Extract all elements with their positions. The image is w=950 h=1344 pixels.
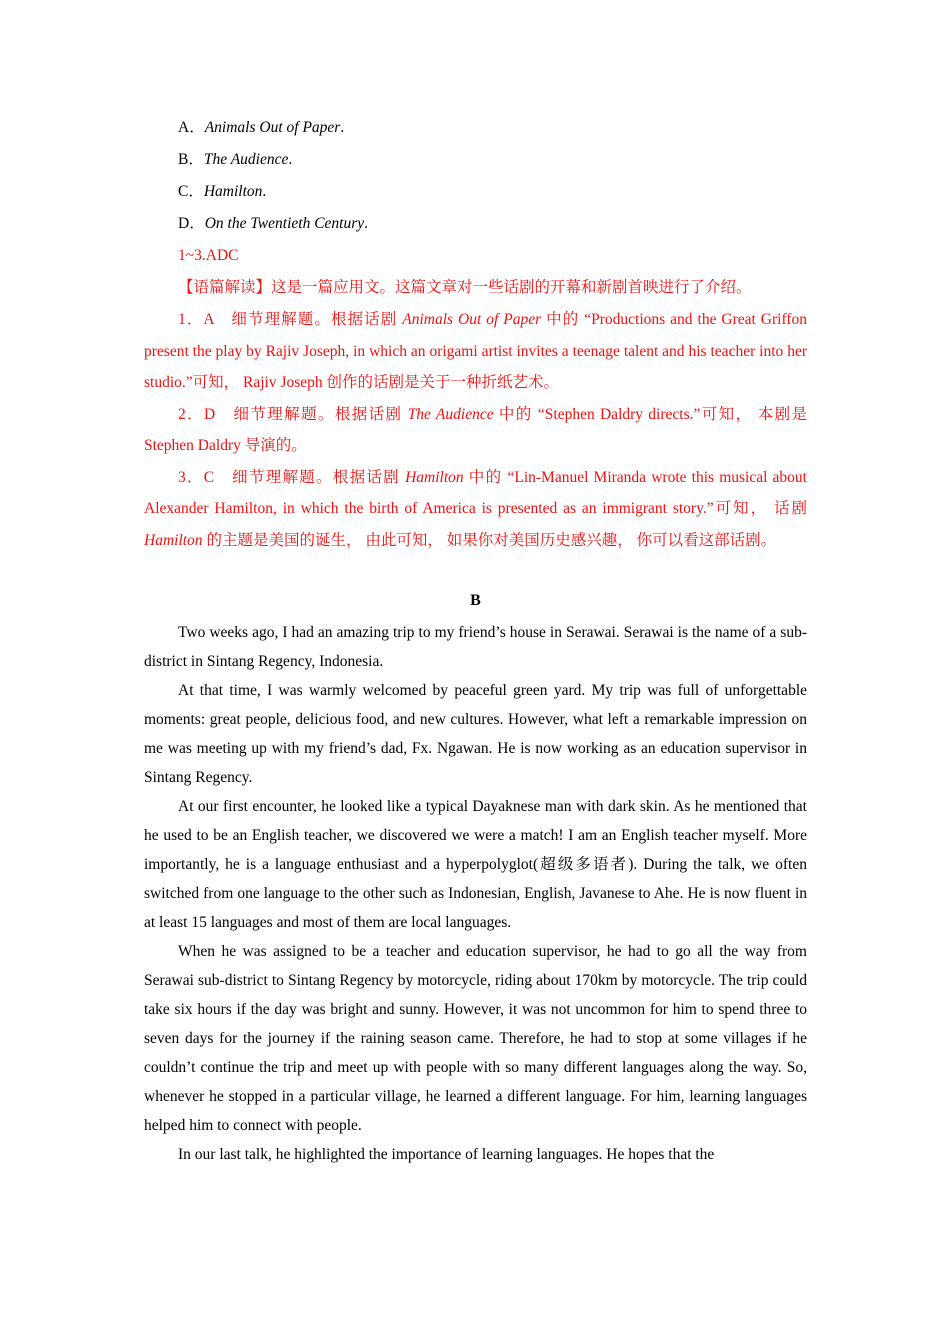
option-letter: B．	[178, 151, 204, 168]
option-letter: C．	[178, 183, 204, 200]
play-title: Hamilton	[144, 531, 203, 549]
story-paragraph-4: When he was assigned to be a teacher and education supervisor, he had to go all the way from Serawai sub-district to Sintang Regency by motorcycle, riding about 170km by motorcycle. The trip could take six hours if the day was bright and sunny. However, it was not uncommon for him to spend three to seven days for the journey if the raining season came. Therefore, he had to stop at some villages if he couldn’t continue the trip and meet up with people with so many different languages along the way. So, whenever he stopped in a particular village, he learned a different language. For him, learning languages helped him to connect with people.	[144, 943, 807, 1134]
story-paragraph-5: In our last talk, he highlighted the importance of learning languages. He hopes that the	[178, 1146, 715, 1163]
option-suffix: .	[288, 151, 293, 168]
answer-line: 1~3.ADC	[178, 247, 239, 264]
story-paragraph-2: At that time, I was warmly welcomed by peaceful green yard. My trip was full of unforgettable moments: great people, delicious food, and new cultures. However, what left a remarkable impression on me was meeting up with my friend’s dad, Fx. Ngawan. He is now working as an education supervisor in Sintang Regency.	[144, 682, 807, 786]
option-c	[144, 176, 807, 208]
story-paragraph-1: Two weeks ago, I had an amazing trip to my friend’s house in Serawai. Serawai is the name of a sub-district in Sintang Regency, Indonesia.	[144, 624, 807, 670]
content-column	[144, 112, 807, 1169]
option-title: Animals Out of Paper	[204, 119, 341, 136]
play-title: Hamilton	[405, 468, 464, 486]
play-title: Animals Out of Paper	[402, 311, 542, 328]
explanation-prefix: 2．D 细节理解题。根据话剧	[178, 405, 408, 423]
option-d	[144, 208, 807, 240]
explanation-text: 中的 “Productions and the Great Griffon present the play by Rajiv Joseph, in which an origami artist invites a teenage talent and his teacher into her studio.”可知， Rajiv Joseph 创作的话剧是关于一种折纸艺术。	[144, 311, 807, 391]
option-title: On the Twentieth Century	[204, 215, 365, 232]
story-paragraph-3: At our first encounter, he looked like a typical Dayaknese man with dark skin. As he mentioned that he used to be an English teacher, we discovered we were a match! I am an English teacher myself. More importantly, he is a language enthusiast and a hyperpolyglot(超级多语者). During the talk, we often switched from one language to the other such as Indonesian, English, Javanese to Ahe. He is now fluent in at least 15 languages and most of them are local languages.	[144, 798, 807, 931]
option-b	[144, 144, 807, 176]
section-heading: B	[470, 592, 481, 609]
option-suffix: .	[262, 183, 267, 200]
explanation-text: 的主题是美国的诞生， 由此可知， 如果你对美国历史感兴趣， 你可以看这部话剧。	[202, 531, 777, 549]
option-letter: D．	[178, 215, 205, 232]
explanation-text: 中的 “Lin-Manuel Miranda wrote this musical about Alexander Hamilton, in which the birth of America is presented as an immigrant story.”可知， 话剧	[144, 468, 807, 517]
explanation-text: 中的 “Stephen Daldry directs.”可知， 本剧是 Stephen Daldry 导演的。	[144, 405, 807, 454]
explanation-prefix: 3．C 细节理解题。根据话剧	[178, 468, 406, 486]
option-a	[144, 112, 807, 144]
explanation-prefix: 1．A 细节理解题。根据话剧	[178, 311, 403, 328]
explanation-3	[144, 462, 807, 557]
option-title: The Audience	[203, 151, 289, 168]
option-title: Hamilton	[203, 183, 263, 200]
explanation-1	[144, 304, 807, 399]
option-suffix: .	[340, 119, 345, 136]
option-letter: A．	[178, 119, 205, 136]
option-suffix: .	[364, 215, 369, 232]
explanation-2	[144, 399, 807, 462]
play-title: The Audience	[407, 405, 494, 423]
passage-summary: 【语篇解读】这是一篇应用文。这篇文章对一些话剧的开幕和新剧首映进行了介绍。	[178, 279, 752, 296]
